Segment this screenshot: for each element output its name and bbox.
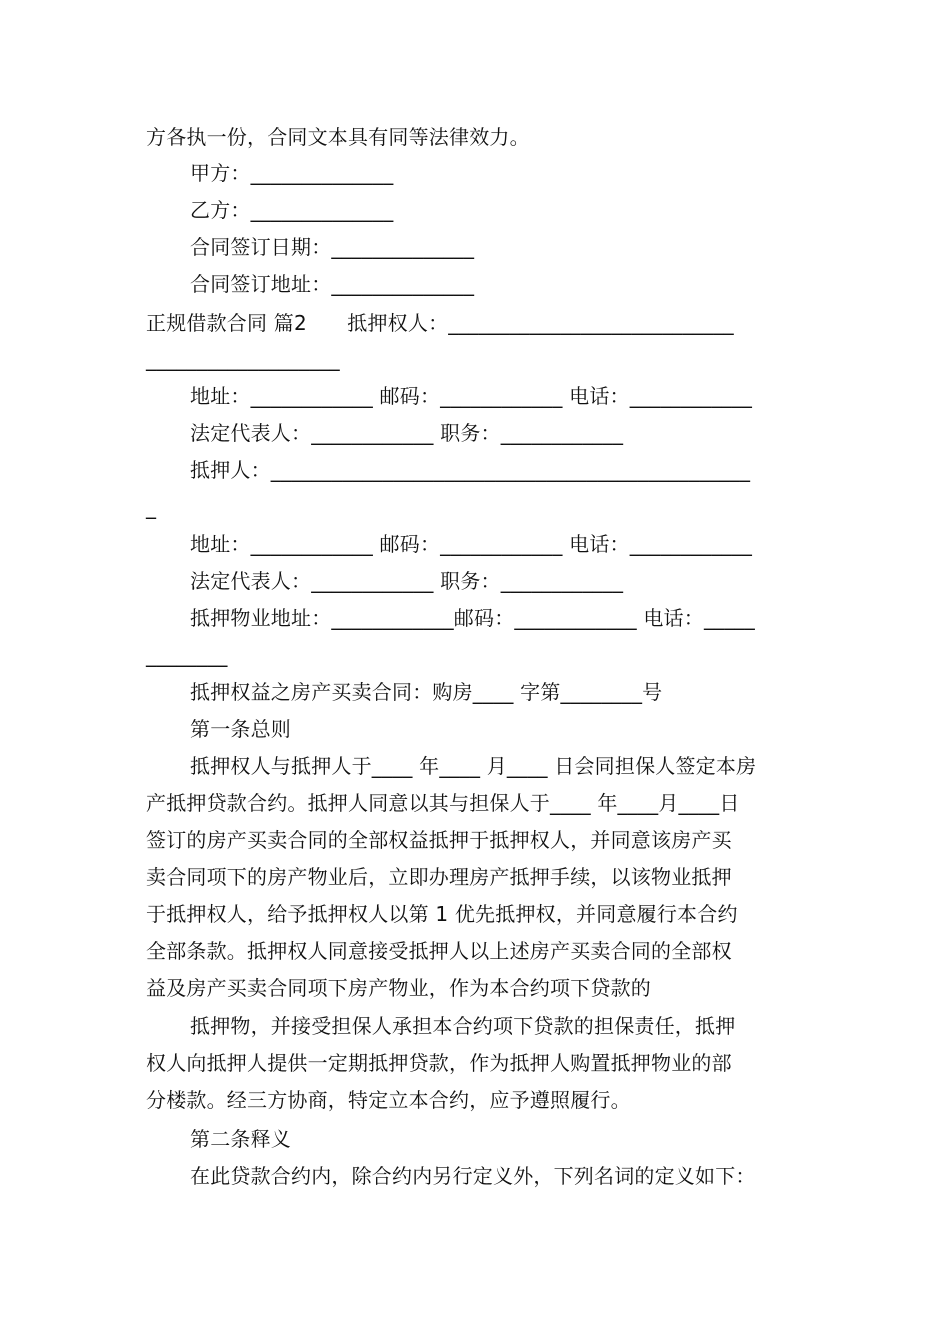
- paragraph-line: 产抵押贷款合约。抵押人同意以其与担保人于____ 年____月____日: [146, 791, 740, 815]
- address-line: 地址：____________ 邮码：____________ 电话：____________: [190, 384, 753, 408]
- paragraph-line: 于抵押权人，给予抵押权人以第 1 优先抵押权，并同意履行本合约: [146, 902, 738, 926]
- text-line: _: [146, 495, 157, 519]
- text-line: 方各执一份，合同文本具有同等法律效力。: [146, 125, 530, 149]
- paragraph-line: 全部条款。抵押权人同意接受抵押人以上述房产买卖合同的全部权: [146, 939, 732, 963]
- address-line: 地址：____________ 邮码：____________ 电话：____________: [190, 532, 753, 556]
- paragraph-line: 抵押权人与抵押人于____ 年____ 月____ 日会同担保人签定本房: [190, 754, 757, 778]
- mortgagor-line: 抵押人：_______________________________________________: [190, 458, 751, 482]
- paragraph-line: 抵押物，并接受担保人承担本合约项下贷款的担保责任，抵押: [190, 1014, 736, 1038]
- paragraph-line: 分楼款。经三方协商，特定立本合约，应予遵照履行。: [146, 1088, 631, 1112]
- text-line: ___________________: [146, 347, 340, 371]
- party-a-line: 甲方：______________: [190, 161, 394, 185]
- paragraph-line: 卖合同项下的房产物业后，立即办理房产抵押手续，以该物业抵押: [146, 865, 732, 889]
- article-heading: 第二条释义: [190, 1127, 291, 1151]
- paragraph-line: 权人向抵押人提供一定期抵押贷款，作为抵押人购置抵押物业的部: [146, 1051, 732, 1075]
- paragraph-line: 在此贷款合约内，除合约内另行定义外，下列名词的定义如下：: [190, 1164, 756, 1188]
- paragraph-line: 签订的房产买卖合同的全部权益抵押于抵押权人，并同意该房产买: [146, 828, 732, 852]
- signing-date-line: 合同签订日期：______________: [190, 235, 475, 259]
- purchase-contract-line: 抵押权益之房产买卖合同：购房____ 字第________号: [190, 680, 663, 704]
- text-line: ________: [146, 643, 228, 667]
- legal-rep-line: 法定代表人：____________ 职务：____________: [190, 569, 624, 593]
- party-b-line: 乙方：______________: [190, 198, 394, 222]
- property-address-line: 抵押物业地址：____________邮码：____________ 电话：_____: [190, 606, 755, 630]
- section-heading-line: 正规借款合同 篇2 抵押权人：____________________________: [146, 311, 734, 335]
- signing-address-line: 合同签订地址：______________: [190, 272, 475, 296]
- paragraph-line: 益及房产买卖合同项下房产物业，作为本合约项下贷款的: [146, 976, 651, 1000]
- article-heading: 第一条总则: [190, 717, 291, 741]
- legal-rep-line: 法定代表人：____________ 职务：____________: [190, 421, 624, 445]
